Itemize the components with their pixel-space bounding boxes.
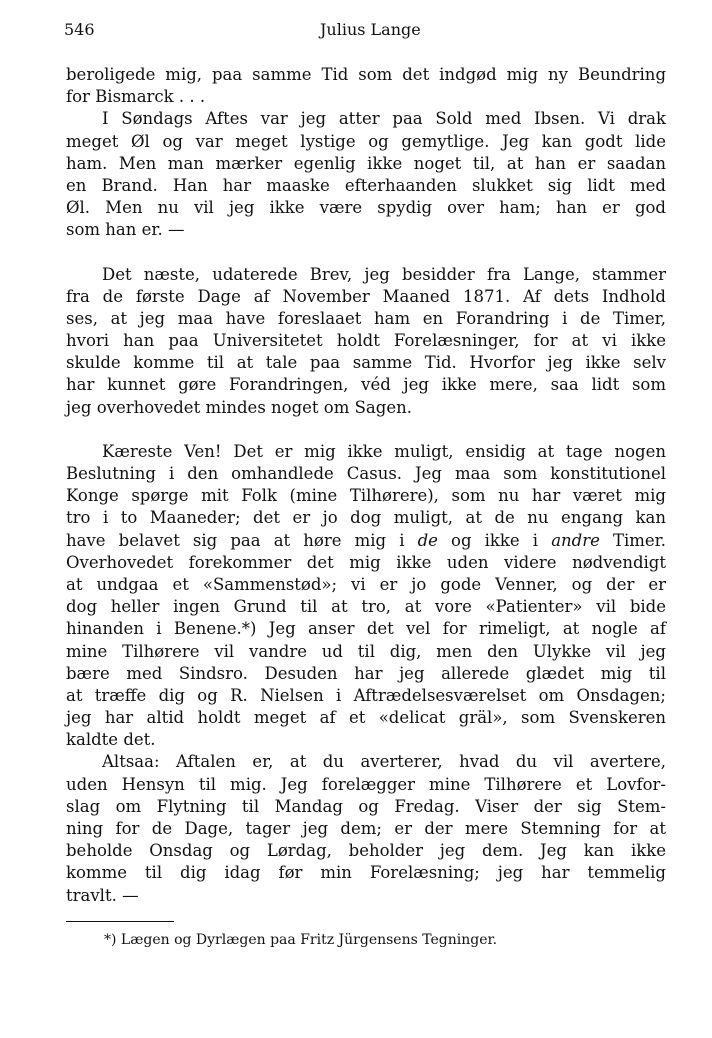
- text-line: som han er. —: [66, 220, 185, 240]
- footnote: *) Lægen og Dyrlægen paa Fritz Jürgensens Tegninger.: [104, 932, 498, 948]
- text-line: Overhovedet forekommer det mig ikke uden videre nødvendigt: [66, 552, 666, 572]
- text-line: for Bismarck . . .: [66, 87, 206, 107]
- text-line: beroligede mig, paa samme Tid som det indgød mig ny Beundring: [66, 65, 666, 84]
- text-line: jeg har altid holdt meget af et «delicat gräl», som Svenskeren: [66, 708, 666, 728]
- text-line: ses, at jeg maa have foreslaaet ham en Forandring i de Timer,: [66, 308, 666, 328]
- paragraph: [66, 108, 666, 241]
- paragraph: [66, 751, 666, 906]
- text-line: have belavet sig paa at høre mig i de og ikke i andre Timer.: [66, 530, 666, 550]
- text-line: komme til dig idag før min Forelæsning; jeg har temmelig: [66, 863, 666, 883]
- text-line: mine Tilhørere vil vandre ud til dig, men den Ulykke vil jeg: [66, 641, 666, 661]
- text-line: hvori han paa Universitetet holdt Forelæsninger, for at vi ikke: [66, 331, 666, 351]
- body-text: [66, 64, 666, 907]
- page-header: [64, 20, 668, 44]
- paragraph-gap: [66, 242, 666, 264]
- text-line: tro i to Maaneder; det er jo dog muligt, at de nu engang kan: [66, 508, 666, 528]
- page-number: 546: [64, 20, 95, 39]
- text-line: Altsaa: Aftalen er, at du averterer, hvad du vil avertere,: [102, 752, 666, 772]
- text-line: uden Hensyn til mig. Jeg forelægger mine Tilhørere et Lovfor-: [66, 774, 666, 794]
- text-line: en Brand. Han har maaske efterhaanden slukket sig lidt med: [66, 175, 666, 195]
- text-line: at træffe dig og R. Nielsen i Aftrædelsesværelset om Onsdagen;: [66, 685, 666, 705]
- text-line: Det næste, udaterede Brev, jeg besidder fra Lange, stammer: [102, 264, 666, 284]
- text-line: har kunnet gøre Forandringen, véd jeg ikke mere, saa lidt som: [66, 375, 666, 395]
- paragraph-gap: [66, 419, 666, 441]
- text-line: skulde komme til at tale paa samme Tid. Hvorfor jeg ikke selv: [66, 353, 666, 373]
- footnote-rule: [66, 921, 174, 922]
- running-head: Julius Lange: [320, 20, 421, 39]
- text-line: ham. Men man mærker egenlig ikke noget til, at han er saadan: [66, 153, 666, 173]
- text-line: ning for de Dage, tager jeg dem; er der mere Stemning for at: [66, 819, 666, 838]
- text-line: beholde Onsdag og Lørdag, beholder jeg dem. Jeg kan ikke: [66, 841, 666, 861]
- paragraph: [66, 64, 666, 108]
- text-line: Kæreste Ven! Det er mig ikke muligt, ensidig at tage nogen: [102, 441, 666, 461]
- paragraph: [66, 441, 666, 752]
- text-line: Konge spørge mit Folk (mine Tilhørere), som nu har været mig: [66, 486, 666, 506]
- text-line: hinanden i Benene.*) Jeg anser det vel for rimeligt, at nogle af: [66, 619, 666, 639]
- text-line: Øl. Men nu vil jeg ikke være spydig over ham; han er god: [66, 198, 666, 218]
- text-line: slag om Flytning til Mandag og Fredag. Viser der sig Stem-: [66, 796, 666, 816]
- text-line: at undgaa et «Sammenstød»; vi er jo gode Venner, og der er: [66, 574, 666, 594]
- text-line: dog heller ingen Grund til at tro, at vore «Patienter» vil bide: [66, 597, 666, 617]
- text-line: Beslutning i den omhandlede Casus. Jeg maa som konstitutionel: [66, 464, 666, 483]
- text-line: meget Øl og var meget lystige og gemytlige. Jeg kan godt lide: [66, 131, 666, 151]
- text-line: travlt. —: [66, 885, 139, 905]
- text-line: kaldte det.: [66, 730, 156, 750]
- text-line: fra de første Dage af November Maaned 1871. Af dets Indhold: [66, 286, 666, 306]
- text-line: jeg overhovedet mindes noget om Sagen.: [66, 397, 412, 417]
- text-line: bære med Sindsro. Desuden har jeg allerede glædet mig til: [66, 663, 666, 683]
- text-line: I Søndags Aftes var jeg atter paa Sold med Ibsen. Vi drak: [102, 109, 666, 129]
- paragraph: [66, 264, 666, 419]
